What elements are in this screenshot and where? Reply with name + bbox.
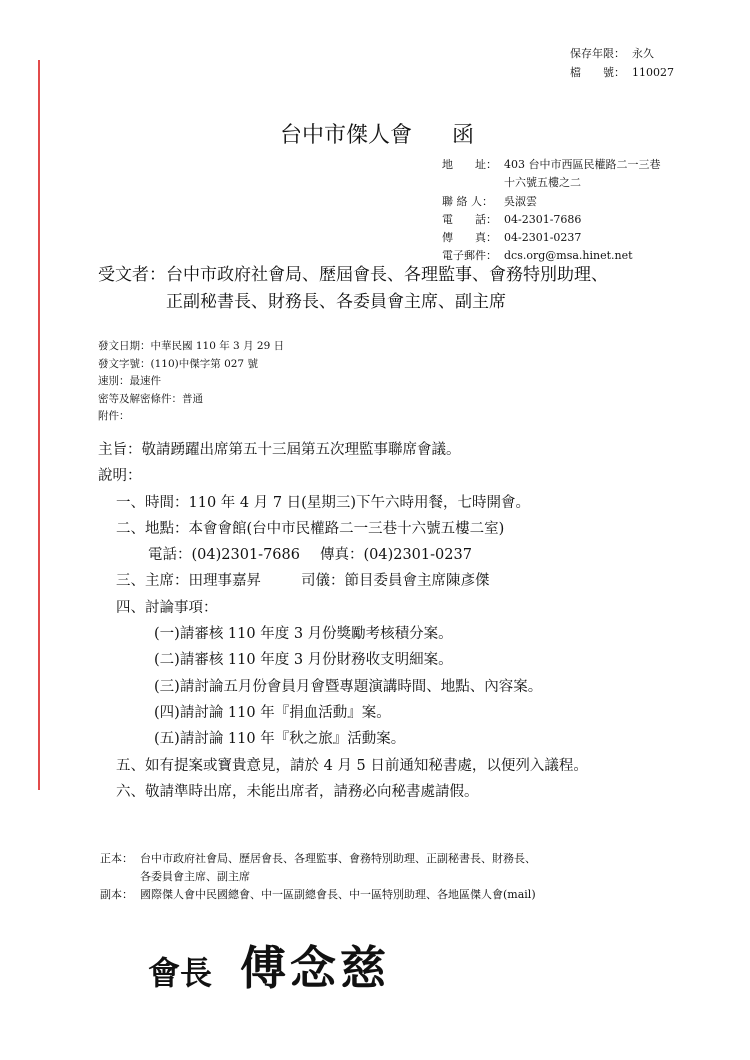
address-line1: 403 台中市西區民權路二一三巷 (504, 158, 661, 171)
discussion-item-1: (一)請審核 110 年度 3 月份獎勵考核積分案。 (154, 626, 453, 643)
item-proposals: 五、如有提案或寶貴意見，請於 4 月 5 日前通知秘書處，以便列入議程。 (116, 757, 588, 774)
fax-label: 傳 真： (442, 231, 497, 245)
issue-date: 發文日期：中華民國 110 年 3 月 29 日 (98, 340, 285, 352)
doc-type: 函 (452, 123, 475, 148)
item-time: 一、時間：110 年 4 月 7 日(星期三)下午六時用餐，七時開會。 (116, 494, 530, 511)
discussion-item-5: (五)請討論 110 年『秋之旅』活動案。 (154, 731, 406, 748)
retention-period-label: 保存年限： (570, 47, 625, 60)
signature-role: 會長 (148, 954, 213, 992)
email-label: 電子郵件： (442, 249, 497, 263)
address-line2: 十六號五樓之二 (504, 176, 581, 190)
item-location: 二、地點：本會會館(台中市民權路二一三巷十六號五樓二室) (116, 520, 505, 537)
retention-block (570, 44, 674, 82)
org-name: 台中市傑人會 (280, 123, 413, 148)
master-of-ceremonies: 司儀：節目委員會主席陳彥傑 (301, 573, 490, 590)
document-meta (98, 338, 284, 426)
address-label: 地 址： (442, 158, 497, 171)
recipient-line1: 台中市政府社會局、歷屆會長、各理監事、會務特別助理、 (166, 265, 608, 285)
document-body (98, 437, 588, 805)
chairperson: 三、主席：田理事嘉昇 (116, 573, 261, 590)
explanation-label: 說明： (98, 468, 142, 485)
retention-period-value: 永久 (632, 47, 654, 60)
discussion-item-2: (二)請審核 110 年度 3 月份財務收支明細案。 (154, 652, 453, 669)
discussion-item-3: (三)請討論五月份會員月會暨專題演講時間、地點、內容案。 (154, 678, 543, 695)
recipient-label: 受文者： (98, 265, 166, 285)
item-attendance: 六、敬請準時出席，未能出席者，請務必向秘書處請假。 (116, 783, 479, 800)
recipient-line2: 正副秘書長、財務長、各委員會主席、副主席 (166, 292, 506, 312)
contact-person-label: 聯 絡 人： (442, 194, 493, 208)
document-number: 發文字號：(110)中傑字第 027 號 (98, 357, 258, 370)
contact-block (442, 156, 661, 266)
distribution-block (100, 850, 536, 904)
venue-fax: 傳真：(04)2301-0237 (319, 547, 472, 564)
venue-phone: 電話：(04)2301-7686 (148, 547, 300, 564)
item-location-contact (98, 542, 588, 568)
recipient-block (98, 262, 608, 316)
contact-person-value: 吳淑雲 (504, 194, 537, 208)
discussion-item-4: (四)請討論 110 年『捐血活動』案。 (154, 704, 391, 721)
item-discussion: 四、討論事項： (116, 599, 218, 616)
original-label: 正本： (100, 852, 133, 865)
file-number-label: 檔 號： (570, 66, 625, 79)
document-title (280, 118, 474, 149)
email-value: dcs.org@msa.hinet.net (504, 249, 633, 263)
original-line1: 台中市政府社會局、歷居會長、各理監事、會務特別助理、正副秘書長、財務長、 (140, 852, 536, 865)
copy-label: 副本： (100, 888, 133, 901)
item-chair (98, 568, 588, 594)
attachments: 附件： (98, 410, 130, 422)
signature-name: 傅念慈 (240, 941, 391, 995)
security-level: 密等及解密條件：普通 (98, 392, 203, 405)
phone-label: 電 話： (442, 212, 497, 226)
subject: 主旨：敬請踴躍出席第五十三屆第五次理監事聯席會議。 (98, 442, 461, 458)
signature-block (148, 932, 390, 998)
file-number-value: 110027 (632, 66, 674, 79)
original-line2: 各委員會主席、副主席 (140, 870, 250, 883)
fax-value: 04-2301-0237 (504, 231, 582, 245)
urgency: 速別：最速件 (98, 375, 161, 387)
left-margin-line (38, 60, 40, 790)
phone-value: 04-2301-7686 (504, 212, 582, 226)
copy-value: 國際傑人會中民國總會、中一區副總會長、中一區特別助理、各地區傑人會(mail) (140, 888, 536, 901)
